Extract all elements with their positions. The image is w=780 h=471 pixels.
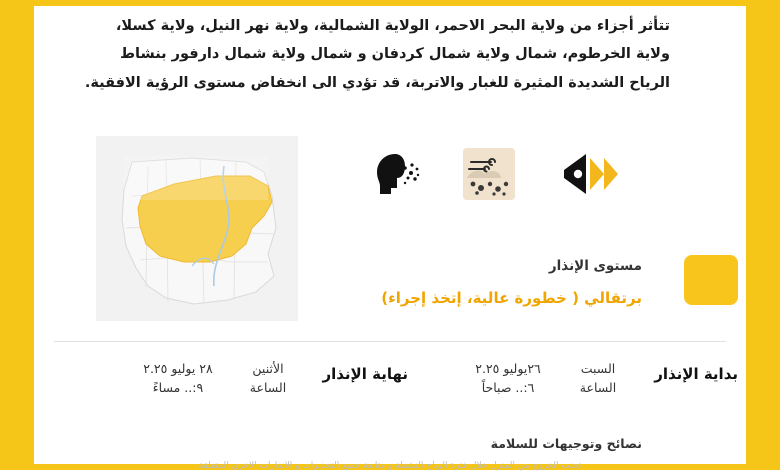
- alert-time-section: [54, 351, 738, 421]
- alert-end-day: [233, 359, 303, 398]
- safety-advice-title: نصائح وتوجيهات للسلامة: [490, 436, 642, 451]
- alert-level-label: مستوى الإنذار: [548, 258, 642, 274]
- dust-storm-icon: [454, 144, 524, 204]
- alert-start-hour-label: الساعة: [579, 380, 617, 396]
- alert-start-date: ٢٦يوليو ٢.٢٥: [475, 361, 541, 376]
- alert-description: تتأثر أجزاء من ولاية البحر الاحمر، الولاية الشمالية، ولاية نهر النيل، ولاية كسلا، ولاية الخرطوم، شمال ولاية شمال كردفان و شمال ولاية شمال دارفور بنشاط الرياح الشديدة المثيرة للغبار والاتربة، قد تؤدي الى انخفاض مستوى الرؤية الافقية.: [84, 18, 670, 91]
- frame-bar-right: [746, 0, 780, 470]
- alert-start-time: ٦:.. صباحاً: [481, 380, 535, 396]
- alert-end-title: نهاية الإنذار: [322, 365, 408, 383]
- alert-start-group: [438, 351, 738, 419]
- frame-bar-left: [0, 0, 34, 470]
- alert-start-day-name: السبت: [580, 361, 616, 376]
- wind-icon: [554, 144, 624, 204]
- alert-level-value: برتقالي ( خطورة عالية، إتخذ إجراء): [381, 289, 642, 307]
- alert-end-day-name: الأثنين: [252, 361, 284, 376]
- alert-end-datetime: [128, 359, 228, 398]
- alert-start-title: بداية الإنذار: [654, 365, 738, 383]
- hazard-icon-row: [324, 144, 624, 206]
- sudan-map: [96, 136, 298, 321]
- safety-advice-text: تجنب الخروج من المنزل خلال فترة الرياح النشطة و متابعة جميع التحذيرات و الأنذارات الأخرى المتعلقة: [198, 461, 582, 471]
- alert-end-hour-label: الساعة: [249, 380, 287, 396]
- poster-content: [34, 6, 746, 471]
- alert-level-swatch: [684, 255, 738, 305]
- alert-end-group: [108, 351, 408, 419]
- respiratory-icon: [358, 144, 428, 204]
- alert-end-date: ٢٨ يوليو ٢.٢٥: [143, 361, 213, 376]
- section-divider: [54, 341, 726, 342]
- alert-end-time: ٩:.. مساءً: [152, 380, 204, 396]
- alert-start-datetime: [458, 359, 558, 398]
- alert-start-day: [563, 359, 633, 398]
